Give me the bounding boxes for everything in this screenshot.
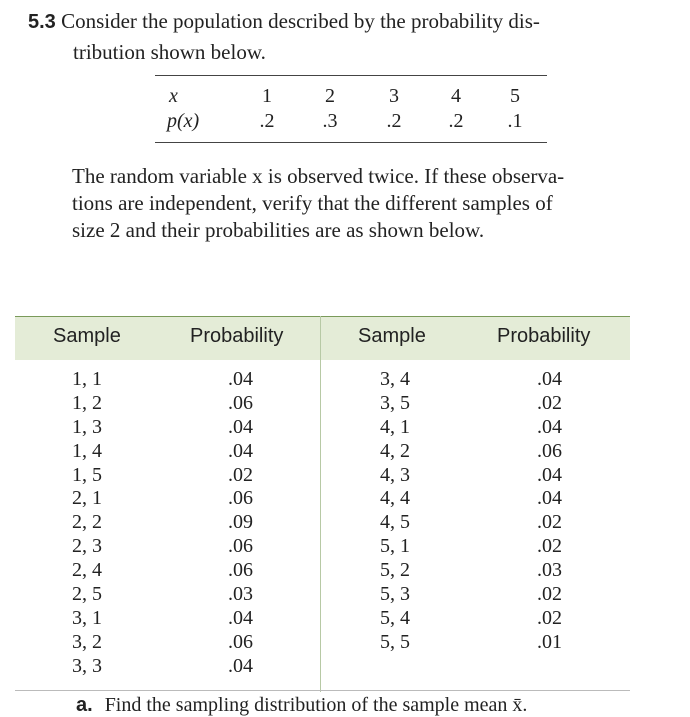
p-value: .1 — [507, 110, 523, 132]
header-probability-left: Probability — [190, 325, 284, 347]
table-cell: 3, 3 — [72, 654, 102, 677]
p-value: .3 — [322, 110, 338, 132]
table-cell: 2, 2 — [72, 511, 102, 534]
left-sample-column — [72, 368, 102, 679]
table-cell: .06 — [228, 487, 253, 510]
table-cell: .04 — [537, 415, 562, 438]
table-cell: 4, 5 — [380, 511, 410, 534]
table-cell: 2, 5 — [72, 583, 102, 606]
subquestion-letter: a. — [76, 694, 93, 716]
table-cell: .04 — [537, 463, 562, 486]
table-cell: .01 — [537, 630, 562, 653]
table-cell: 1, 5 — [72, 463, 102, 486]
paragraph-line: tions are independent, verify that the different samples of — [72, 191, 553, 215]
right-probability-column — [537, 368, 562, 655]
p-value: .2 — [386, 110, 402, 132]
x-row — [155, 85, 547, 109]
table-cell: 5, 5 — [380, 630, 410, 653]
table-cell: .03 — [537, 559, 562, 582]
instruction-paragraph — [72, 163, 647, 244]
left-probability-column — [228, 368, 253, 679]
table-cell: 3, 5 — [380, 391, 410, 414]
table-cell: 1, 4 — [72, 439, 102, 462]
x-value: 5 — [510, 85, 520, 107]
table-cell: .06 — [228, 559, 253, 582]
table-cell: 4, 2 — [380, 439, 410, 462]
p-value: .2 — [448, 110, 464, 132]
table-cell: .02 — [537, 511, 562, 534]
problem-number: 5.3 — [28, 11, 56, 33]
samples-table — [15, 316, 630, 692]
table-cell: 4, 1 — [380, 415, 410, 438]
table-cell: 5, 3 — [380, 583, 410, 606]
x-value: 4 — [451, 85, 461, 107]
table-cell: 5, 4 — [380, 606, 410, 629]
header-probability-right: Probability — [497, 325, 591, 347]
table-top-rule — [155, 75, 547, 76]
table-cell: .06 — [537, 439, 562, 462]
table-cell: 5, 2 — [380, 559, 410, 582]
table-cell: .03 — [228, 583, 253, 606]
table-cell: .04 — [228, 368, 253, 390]
table-cell: .02 — [537, 391, 562, 414]
table-cell: 2, 4 — [72, 559, 102, 582]
problem-line-2: tribution shown below. — [73, 40, 266, 64]
table-cell: 2, 3 — [72, 535, 102, 558]
table-cell: .06 — [228, 630, 253, 653]
table-cell: .02 — [537, 535, 562, 558]
table-cell: .04 — [537, 487, 562, 510]
header-sample-left: Sample — [53, 325, 121, 347]
subquestion-a — [76, 694, 527, 717]
table-cell: .04 — [228, 654, 253, 677]
header-sample-right: Sample — [358, 325, 426, 347]
x-value: 1 — [262, 85, 272, 107]
column-divider — [320, 316, 321, 692]
table-cell: .02 — [537, 583, 562, 606]
problem-statement — [28, 6, 668, 67]
p-row — [155, 110, 547, 134]
right-sample-column — [380, 368, 410, 655]
table-cell: .04 — [228, 439, 253, 462]
x-value: 2 — [325, 85, 335, 107]
table-cell: .09 — [228, 511, 253, 534]
table-cell: 2, 1 — [72, 487, 102, 510]
table-cell: 1, 2 — [72, 391, 102, 414]
table-cell: .04 — [537, 368, 562, 390]
p-value: .2 — [259, 110, 275, 132]
paragraph-line: size 2 and their probabilities are as shown below. — [72, 218, 485, 242]
table-cell: .02 — [228, 463, 253, 486]
table-bottom-rule — [155, 142, 547, 143]
table-cell: 3, 2 — [72, 630, 102, 653]
p-label: p(x) — [167, 110, 200, 132]
table-cell: 3, 4 — [380, 368, 410, 390]
table-cell: 4, 3 — [380, 463, 410, 486]
table-cell: .02 — [537, 606, 562, 629]
table-cell: 3, 1 — [72, 606, 102, 629]
table-cell: 5, 1 — [380, 535, 410, 558]
table-cell: .04 — [228, 606, 253, 629]
x-label: x — [169, 85, 178, 107]
probability-distribution-table — [155, 75, 547, 132]
table-cell: 4, 4 — [380, 487, 410, 510]
table-cell: .06 — [228, 391, 253, 414]
table-cell: 1, 3 — [72, 415, 102, 438]
subquestion-text: Find the sampling distribution of the sample mean x̄. — [104, 694, 528, 716]
x-value: 3 — [389, 85, 399, 107]
problem-line-1: Consider the population described by the probability dis- — [61, 9, 540, 33]
paragraph-line: The random variable x is observed twice. If these observa- — [72, 164, 565, 188]
table-cell: .06 — [228, 535, 253, 558]
table-bottom-border — [15, 690, 630, 691]
table-cell: 1, 1 — [72, 368, 102, 390]
table-cell: .04 — [228, 415, 253, 438]
